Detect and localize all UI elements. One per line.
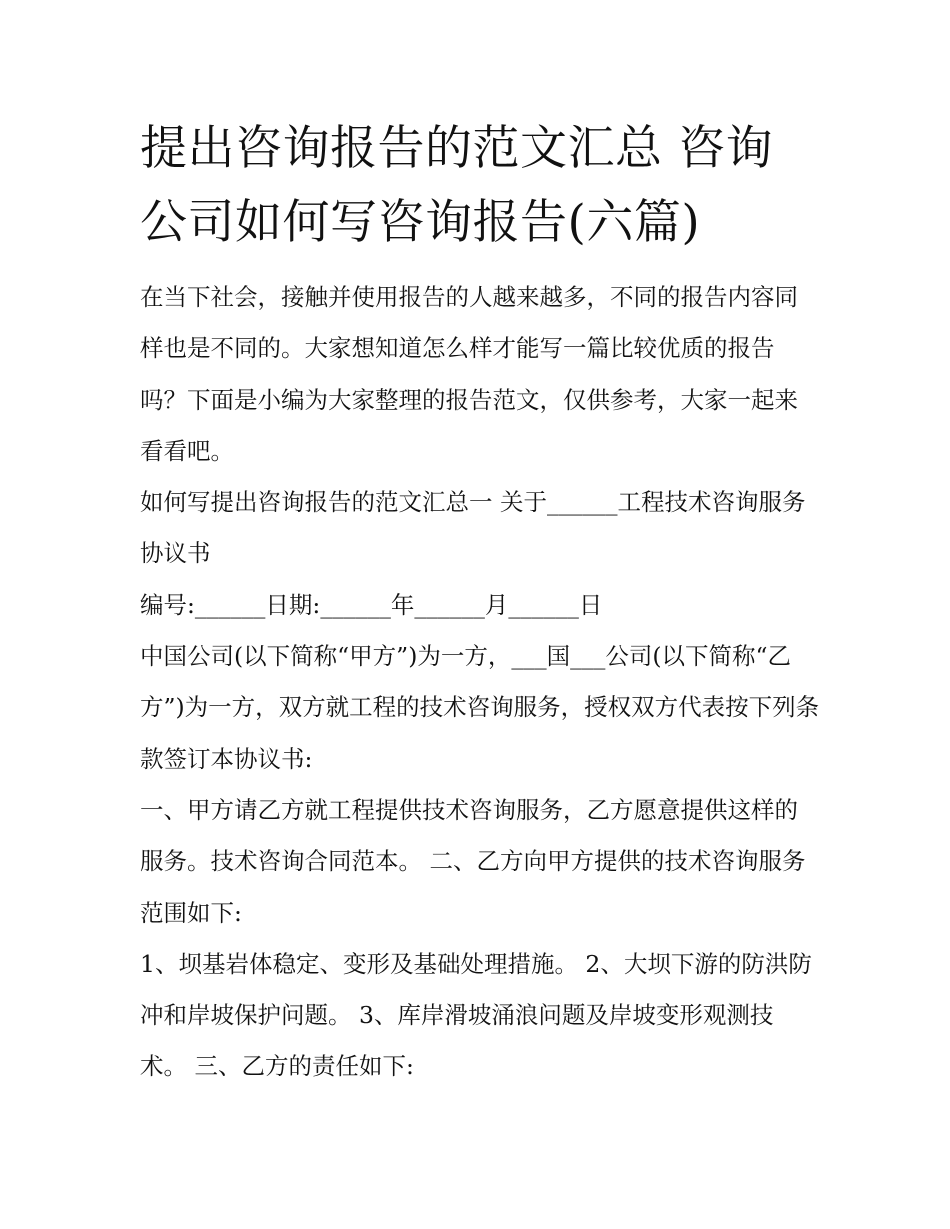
document-title: 提出咨询报告的范文汇总 咨询公司如何写咨询报告(六篇)	[140, 121, 773, 250]
section-heading: 如何写提出咨询报告的范文汇总一 关于______工程技术咨询服务协议书	[140, 488, 806, 568]
intro-paragraph: 在当下社会，接触并使用报告的人越来越多，不同的报告内容同样也是不同的。大家想知道怎么样才能写一篇比较优质的报告吗？下面是小编为大家整理的报告范文，仅供参考，大家一起来看看吧。	[140, 283, 798, 465]
clause-one-two: 一、甲方请乙方就工程提供技术咨询服务，乙方愿意提供这样的服务。技术咨询合同范本。 二、乙方向甲方提供的技术咨询服务范围如下:	[140, 795, 806, 927]
parties-paragraph: 中国公司(以下简称“甲方”)为一方，___国___公司(以下简称“乙方”)为一方，双方就工程的技术咨询服务，授权双方代表按下列条款签订本协议书:	[140, 642, 820, 773]
service-items-paragraph: 1、坝基岩体稳定、变形及基础处理措施。 2、大坝下游的防洪防冲和岸坡保护问题。 3、库岸滑坡涌浪问题及岸坡变形观测技术。 三、乙方的责任如下:	[140, 949, 812, 1081]
number-date-line: 编号:______日期:______年______月______日	[140, 590, 603, 619]
document-page	[140, 112, 820, 1093]
document-body	[140, 272, 820, 1093]
